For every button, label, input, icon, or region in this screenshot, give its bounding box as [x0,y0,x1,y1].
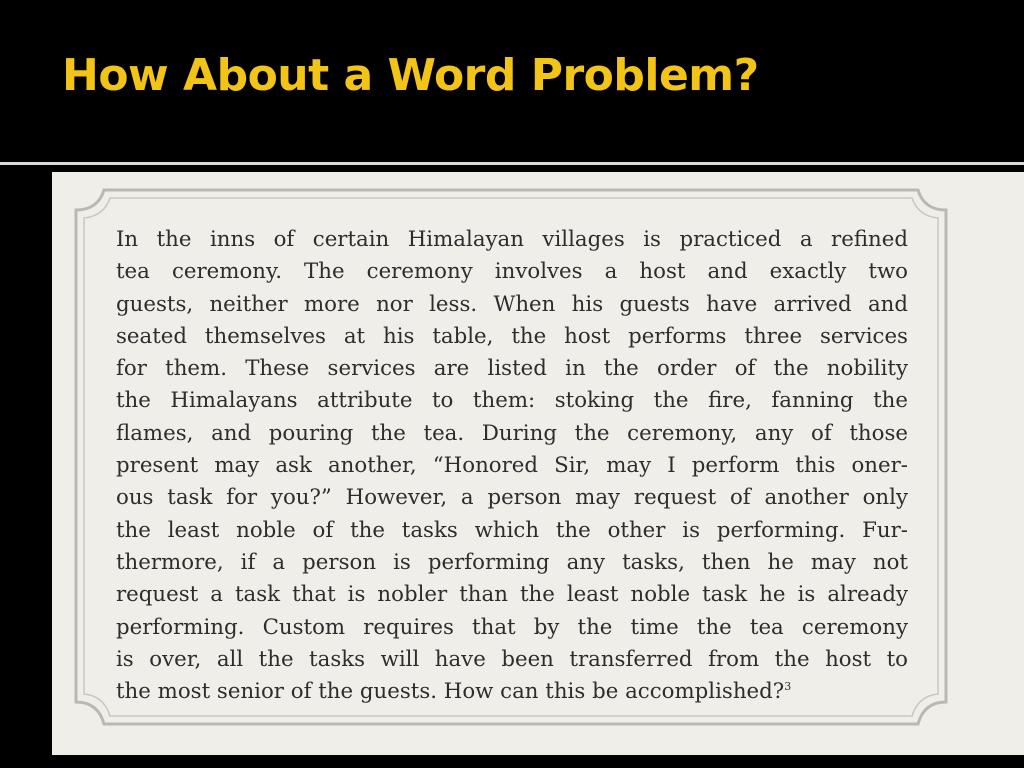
passage-line-last [116,676,908,708]
scanned-text-image [52,172,1024,755]
slide-title: How About a Word Problem? [62,50,759,101]
title-divider [0,162,1024,165]
passage-line: tea ceremony. The ceremony involves a host and exactly two [116,259,908,285]
passage-line: In the inns of certain Himalayan villages is practiced a refined [116,227,908,252]
passage-line: the Himalayans attribute to them: stoking the fire, fanning the [116,388,908,414]
passage-line: request a task that is nobler than the least noble task he is already [116,582,908,608]
passage-line-text: the most senior of the guests. How can this be accomplished? [116,679,785,705]
passage-line: ous task for you?” However, a person may request of another only [116,485,908,511]
passage-line: the least noble of the tasks which the other is performing. Fur- [116,517,908,543]
footnote-marker: 3 [784,680,792,694]
passage-line: for them. These services are listed in the order of the nobility [116,356,908,382]
passage-line: thermore, if a person is performing any tasks, then he may not [116,549,908,575]
passage-line: is over, all the tasks will have been transferred from the host to [116,646,908,672]
passage-line: present may ask another, “Honored Sir, may I perform this oner- [116,453,908,479]
passage-line: flames, and pouring the tea. During the ceremony, any of those [116,420,908,446]
title-bar [0,0,1024,160]
passage-line: guests, neither more nor less. When his guests have arrived and [116,291,908,317]
passage-line: performing. Custom requires that by the time the tea ceremony [116,614,908,640]
passage-line: seated themselves at his table, the host performs three services [116,323,908,349]
word-problem-passage [116,224,908,708]
